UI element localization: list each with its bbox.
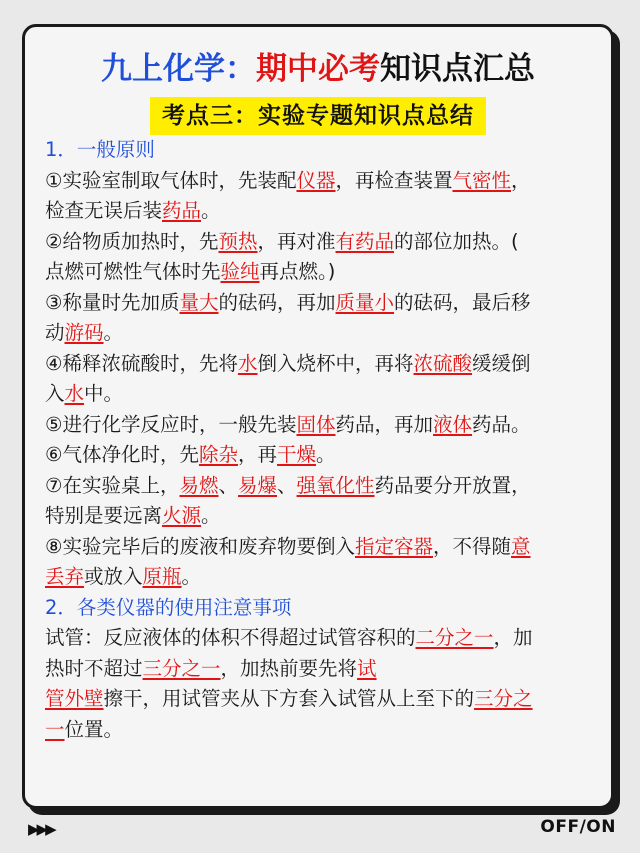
text-line	[45, 623, 595, 654]
text-segment: 。	[201, 504, 221, 527]
text-line	[45, 318, 595, 349]
keyword-highlight: 三分之	[474, 687, 533, 710]
text-segment: 倒入烧杯中，再将	[257, 351, 414, 375]
text-segment: ，再检查装置	[335, 168, 453, 192]
text-segment: ④稀释浓硫酸时，先将	[45, 351, 238, 375]
text-segment: 。	[201, 199, 221, 222]
text-segment: 的部位加热。(	[394, 229, 519, 253]
text-line	[45, 440, 595, 471]
text-segment: 。	[103, 321, 124, 344]
text-segment: ⑤进行化学反应时，一般先装	[45, 412, 297, 436]
text-line	[45, 593, 595, 624]
keyword-highlight: 固体	[296, 412, 336, 436]
text-segment: 入	[45, 382, 65, 405]
text-segment: 点燃可燃性气体时先	[45, 260, 221, 283]
section-heading: 1．一般原则	[45, 138, 155, 161]
text-segment: ①实验室制取气体时，先装配	[45, 168, 297, 192]
keyword-highlight: 二分之一	[415, 626, 494, 649]
text-segment: 药品。	[472, 412, 531, 436]
text-segment: ⑦在实验桌上，	[45, 473, 180, 497]
keyword-highlight: 丢弃	[45, 565, 85, 588]
text-segment: ，加	[493, 626, 533, 649]
keyword-highlight: 气密性	[452, 168, 512, 192]
keyword-highlight: 有药品	[335, 229, 395, 253]
text-segment: 再点燃。)	[259, 260, 336, 283]
text-segment: 中。	[84, 382, 124, 405]
text-segment: 擦干，用试管夹从下方套入试管从上至下的	[103, 687, 475, 710]
text-line	[45, 684, 595, 715]
keyword-highlight: 浓硫酸	[413, 351, 473, 375]
keyword-highlight: 指定容器	[354, 534, 433, 558]
text-segment: 、	[277, 473, 297, 497]
text-line	[45, 654, 595, 685]
text-segment: 。	[316, 443, 336, 466]
notes-content	[45, 135, 595, 745]
text-segment: 药品要分开放置，	[374, 473, 531, 497]
keyword-highlight: 易爆	[238, 473, 278, 497]
text-segment: 的砝码，最后移	[394, 290, 531, 314]
text-line	[45, 410, 595, 441]
text-line	[45, 349, 595, 380]
text-segment: 。	[181, 565, 202, 588]
keyword-highlight: 一	[45, 717, 65, 741]
keyword-highlight: 强氧化性	[296, 473, 375, 497]
subtitle-banner: 考点三：实验专题知识点总结	[150, 97, 486, 135]
text-segment: 动	[45, 321, 65, 344]
keyword-highlight: 游码	[64, 321, 104, 344]
keyword-highlight: 试	[357, 656, 377, 680]
keyword-highlight: 干燥	[277, 443, 317, 466]
text-segment: ，加热前要先将	[220, 656, 358, 680]
text-line	[45, 471, 595, 502]
text-segment: 特别是要远离	[45, 504, 163, 527]
text-segment: ，不得随	[433, 534, 512, 558]
keyword-highlight: 质量小	[335, 290, 395, 314]
text-line	[45, 532, 595, 563]
keyword-highlight: 易燃	[179, 473, 219, 497]
text-line	[45, 379, 595, 410]
text-segment: ，再对准	[257, 229, 336, 253]
text-segment: ⑥气体净化时，先	[45, 443, 199, 466]
text-segment: 位置。	[64, 717, 124, 741]
keyword-highlight: 意	[511, 534, 531, 558]
keyword-highlight: 三分之一	[142, 656, 221, 680]
text-line	[45, 501, 595, 532]
text-segment: 试管：反应液体的体积不得超过试管容积的	[45, 626, 416, 649]
text-line	[45, 715, 595, 746]
title-course: 九上化学：	[101, 51, 256, 87]
keyword-highlight: 仪器	[296, 168, 336, 192]
text-segment: 药品，再加	[335, 412, 434, 436]
text-segment: ②给物质加热时，先	[45, 229, 219, 253]
keyword-highlight: 管外壁	[45, 687, 104, 710]
subtitle-wrap	[25, 97, 611, 135]
arrows-icon: ▶▶▶	[28, 820, 54, 838]
keyword-highlight: 除杂	[198, 443, 238, 466]
text-line	[45, 196, 595, 227]
keyword-highlight: 验纯	[220, 260, 260, 283]
text-segment: 缓缓倒	[472, 351, 531, 375]
text-segment: ，再	[238, 443, 278, 466]
text-line	[45, 288, 595, 319]
keyword-highlight: 预热	[218, 229, 258, 253]
text-segment: ，	[511, 168, 531, 192]
text-line	[45, 135, 595, 166]
keyword-highlight: 药品	[162, 199, 202, 222]
text-segment: 检查无误后装	[45, 199, 163, 222]
text-segment: 或放入	[84, 565, 143, 588]
section-heading: 2．各类仪器的使用注意事项	[45, 595, 292, 619]
page-title	[25, 49, 611, 89]
keyword-highlight: 液体	[433, 412, 473, 436]
brand-logo: OFF/ON	[540, 817, 616, 837]
text-line	[45, 562, 595, 593]
keyword-highlight: 量大	[179, 290, 219, 314]
keyword-highlight: 水	[64, 382, 85, 405]
text-segment: 热时不超过	[45, 656, 143, 680]
text-segment: 、	[218, 473, 239, 497]
text-segment: ⑧实验完毕后的废液和废弃物要倒入	[45, 534, 355, 558]
title-topic: 知识点汇总	[380, 51, 535, 87]
text-line	[45, 257, 595, 288]
title-highlight: 期中必考	[256, 51, 380, 87]
keyword-highlight: 火源	[162, 504, 202, 527]
text-segment: ③称量时先加质	[45, 290, 180, 314]
text-segment: 的砝码，再加	[218, 290, 336, 314]
content-card	[22, 24, 614, 809]
keyword-highlight: 水	[237, 351, 258, 375]
keyword-highlight: 原瓶	[142, 565, 182, 588]
text-line	[45, 166, 595, 197]
text-line	[45, 227, 595, 258]
